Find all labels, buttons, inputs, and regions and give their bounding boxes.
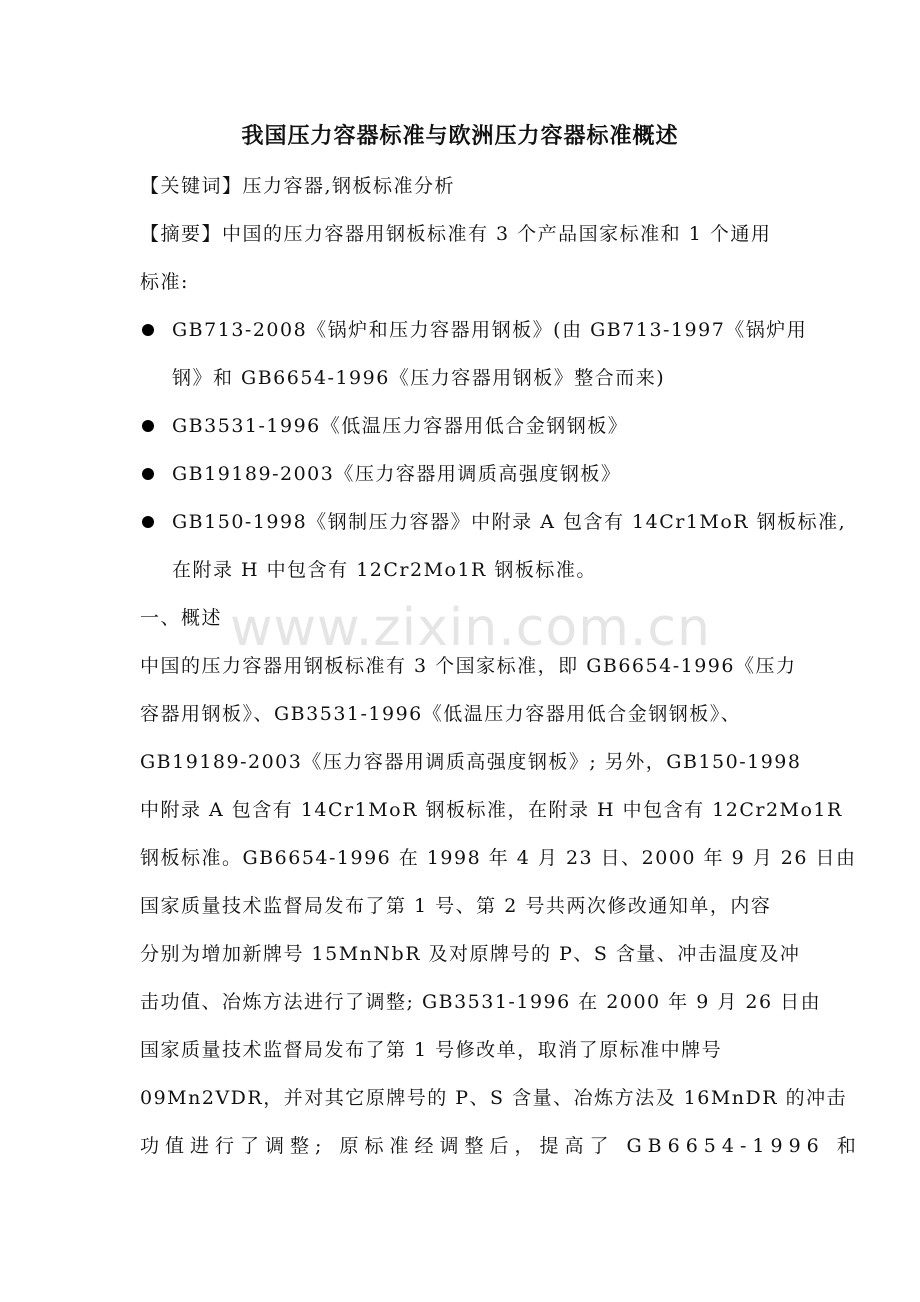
section-heading: 一、概述: [140, 607, 223, 629]
bullet-dot-icon: [142, 420, 154, 432]
body-line: 钢板标准。GB6654-1996 在 1998 年 4 月 23 日、2000 年 9 月 26 日由: [140, 847, 857, 869]
document-title: 我国压力容器标准与欧洲压力容器标准概述: [241, 123, 679, 149]
bullet-line: 在附录 H 中包含有 12Cr2Mo1R 钢板标准。: [172, 559, 597, 581]
bullet-line: GB3531-1996《低温压力容器用低合金钢钢板》: [172, 415, 629, 437]
bullet-dot-icon: [142, 516, 154, 528]
bullet-line: 钢》和 GB6654-1996《压力容器用钢板》整合而来): [172, 367, 666, 389]
body-line: 击功值、冶炼方法进行了调整; GB3531-1996 在 2000 年 9 月 26 日由: [140, 991, 822, 1013]
abstract: [140, 210, 780, 306]
body-line: 国家质量技术监督局发布了第 1 号、第 2 号共两次修改通知单，内容: [140, 895, 772, 917]
body-line: 09Mn2VDR，并对其它原牌号的 P、S 含量、冶炼方法及 16MnDR 的冲击: [140, 1087, 848, 1109]
keywords-line: 【关键词】压力容器,钢板标准分析: [140, 175, 456, 197]
body-line: 功值进行了调整; 原标准经调整后，提高了 GB6654-1996 和: [140, 1135, 862, 1157]
bullet-line: GB713-2008《锅炉和压力容器用钢板》(由 GB713-1997《锅炉用: [172, 319, 808, 341]
body-line: 国家质量技术监督局发布了第 1 号修改单，取消了原标准中牌号: [140, 1039, 723, 1061]
bullet-line: GB19189-2003《压力容器用调质高强度钢板》: [172, 463, 622, 485]
body-line: 容器用钢板》、GB3531-1996《低温压力容器用低合金钢钢板》、: [140, 703, 742, 725]
watermark: www.zixin.com.cn: [230, 598, 711, 658]
bullet-line: GB150-1998《钢制压力容器》中附录 A 包含有 14Cr1MoR 钢板标准,: [172, 511, 847, 533]
abstract-line: 【摘要】中国的压力容器用钢板标准有 3 个产品国家标准和 1 个通用: [140, 223, 772, 245]
body-line: GB19189-2003《压力容器用调质高强度钢板》; 另外，GB150-1998: [140, 751, 802, 773]
abstract-line: 标准:: [140, 271, 189, 293]
body-line: 中附录 A 包含有 14Cr1MoR 钢板标准，在附录 H 中包含有 12Cr2Mo1R: [140, 799, 843, 821]
bullet-dot-icon: [142, 324, 154, 336]
bullet-dot-icon: [142, 468, 154, 480]
body-line: 中国的压力容器用钢板标准有 3 个国家标准，即 GB6654-1996《压力: [140, 655, 797, 677]
body-line: 分别为增加新牌号 15MnNbR 及对原牌号的 P、S 含量、冲击温度及冲: [140, 943, 801, 965]
body-paragraph: [140, 642, 862, 1170]
